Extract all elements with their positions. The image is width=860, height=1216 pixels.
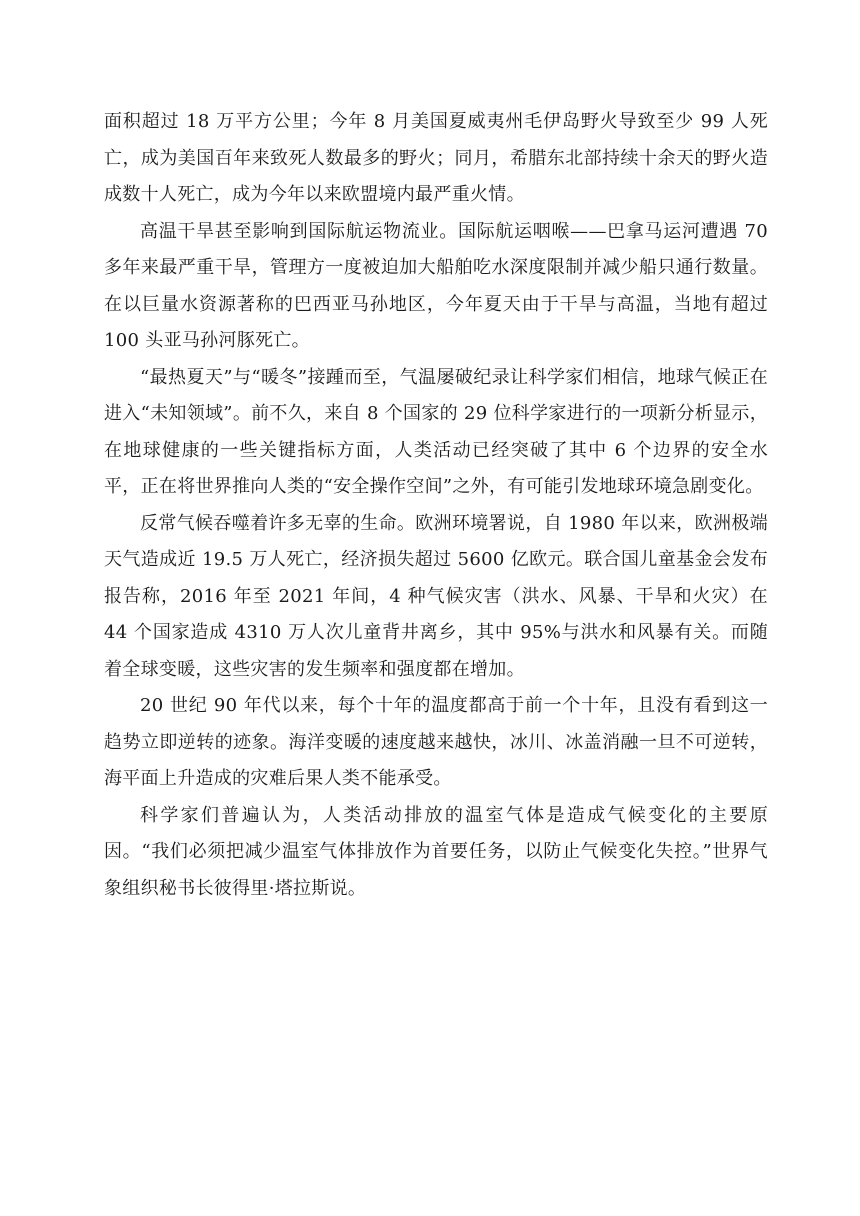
paragraph-shipping-drought: 高温干旱甚至影响到国际航运物流业。国际航运咽喉——巴拿马运河遭遇 70 多年来最严重干旱，管理方一度被迫加大船舶吃水深度限制并减少船只通行数量。在以巨量水资源著称的巴西亚马孙地区，今年夏天由于干旱与高温，当地有超过 100 头亚马孙河豚死亡。 bbox=[104, 220, 768, 351]
paragraph-climate-victims: 反常气候吞噬着许多无辜的生命。欧洲环境署说，自 1980 年以来，欧洲极端天气造成近 19.5 万人死亡，经济损失超过 5600 亿欧元。联合国儿童基金会发布报告称，2016 年至 2021 年间，4 种气候灾害（洪水、风暴、干旱和火灾）在 44 个国家造成 4310 万人次儿童背井离乡，其中 95%与洪水和风暴有关。而随着全球变暖，这些灾害的发生频率和强度都在增加。 bbox=[104, 512, 768, 680]
paragraph-continuation: 面积超过 18 万平方公里；今年 8 月美国夏威夷州毛伊岛野火导致至少 99 人死亡，成为美国百年来致死人数最多的野火；同月，希腊东北部持续十余天的野火造成数十人死亡，成为今年以来欧盟境内最严重火情。 bbox=[104, 111, 768, 205]
paragraph-greenhouse-gases: 科学家们普遍认为，人类活动排放的温室气体是造成气候变化的主要原因。“我们必须把减少温室气体排放作为首要任务，以防止气候变化失控。”世界气象组织秘书长彼得里·塔拉斯说。 bbox=[104, 804, 768, 899]
article-body bbox=[104, 104, 768, 907]
paragraph-warming-trend: 20 世纪 90 年代以来，每个十年的温度都高于前一个十年，且没有看到这一趋势立即逆转的迹象。海洋变暖的速度越来越快，冰川、冰盖消融一旦不可逆转，海平面上升造成的灾难后果人类不能承受。 bbox=[104, 695, 768, 789]
paragraph-unknown-territory: “最热夏天”与“暖冬”接踵而至，气温屡破纪录让科学家们相信，地球气候正在进入“未知领域”。前不久，来自 8 个国家的 29 位科学家进行的一项新分析显示，在地球健康的一些关键指标方面，人类活动已经突破了其中 6 个边界的安全水平，正在将世界推向人类的“安全操作空间”之外，有可能引发地球环境急剧变化。 bbox=[104, 366, 768, 497]
